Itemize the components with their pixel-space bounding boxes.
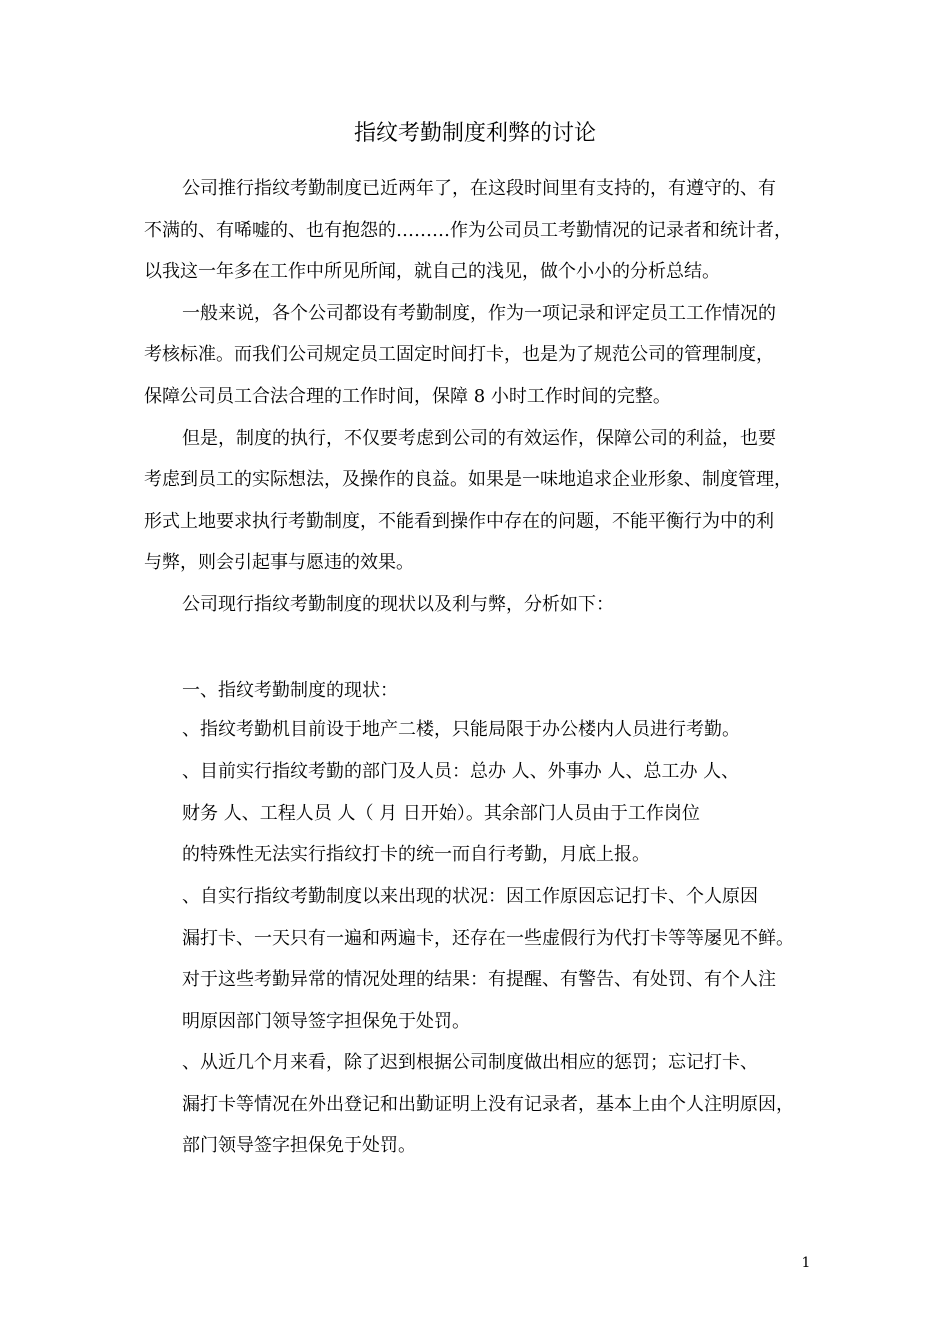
list-item-continuation: 漏打卡、一天只有一遍和两遍卡，还存在一些虚假行为代打卡等等屡见不鲜。: [182, 928, 794, 949]
list-item-continuation: 财务 人、工程人员 人（ 月 日开始）。其余部门人员由于工作岗位: [182, 803, 700, 824]
paragraph-line: 以我这一年多在工作中所见所闻，就自己的浅见，做个小小的分析总结。: [144, 261, 720, 282]
paragraph-line: 一般来说，各个公司都设有考勤制度，作为一项记录和评定员工工作情况的: [182, 303, 776, 324]
paragraph-line: 考核标准。而我们公司规定员工固定时间打卡，也是为了规范公司的管理制度，: [144, 344, 774, 365]
list-item: 、指纹考勤机目前设于地产二楼，只能局限于办公楼内人员进行考勤。: [182, 719, 740, 740]
paragraph-line: 公司现行指纹考勤制度的现状以及利与弊，分析如下：: [182, 594, 614, 615]
paragraph-line: 保障公司员工合法合理的工作时间，保障 8 小时工作时间的完整。: [144, 386, 671, 407]
list-item-continuation: 明原因部门领导签字担保免于处罚。: [182, 1011, 470, 1032]
list-item-continuation: 的特殊性无法实行指纹打卡的统一而自行考勤，月底上报。: [182, 844, 650, 865]
list-item: 、目前实行指纹考勤的部门及人员：总办 人、外事办 人、总工办 人、: [182, 761, 740, 782]
list-item: 、从近几个月来看，除了迟到根据公司制度做出相应的惩罚；忘记打卡、: [182, 1052, 758, 1073]
list-item-continuation: 漏打卡等情况在外出登记和出勤证明上没有记录者，基本上由个人注明原因，: [182, 1094, 794, 1115]
paragraph-line: 但是，制度的执行，不仅要考虑到公司的有效运作，保障公司的利益，也要: [182, 428, 776, 449]
list-item: 、自实行指纹考勤制度以来出现的状况：因工作原因忘记打卡、个人原因: [182, 886, 758, 907]
page-number: 1: [801, 1255, 811, 1271]
paragraph-line: 与弊，则会引起事与愿违的效果。: [144, 552, 414, 573]
section-heading: 一、指纹考勤制度的现状：: [182, 680, 398, 701]
paragraph-line: 不满的、有唏嘘的、也有抱怨的………作为公司员工考勤情况的记录者和统计者，: [144, 220, 792, 241]
paragraph-line: 公司推行指纹考勤制度已近两年了，在这段时间里有支持的，有遵守的、有: [182, 178, 776, 199]
paragraph-line: 考虑到员工的实际想法，及操作的良益。如果是一味地追求企业形象、制度管理，: [144, 469, 792, 490]
list-item-continuation: 部门领导签字担保免于处罚。: [182, 1135, 416, 1156]
list-item-continuation: 对于这些考勤异常的情况处理的结果：有提醒、有警告、有处罚、有个人注: [182, 969, 776, 990]
paragraph-line: 形式上地要求执行考勤制度，不能看到操作中存在的问题，不能平衡行为中的利: [144, 511, 774, 532]
document-title: 指纹考勤制度利弊的讨论: [353, 121, 596, 146]
